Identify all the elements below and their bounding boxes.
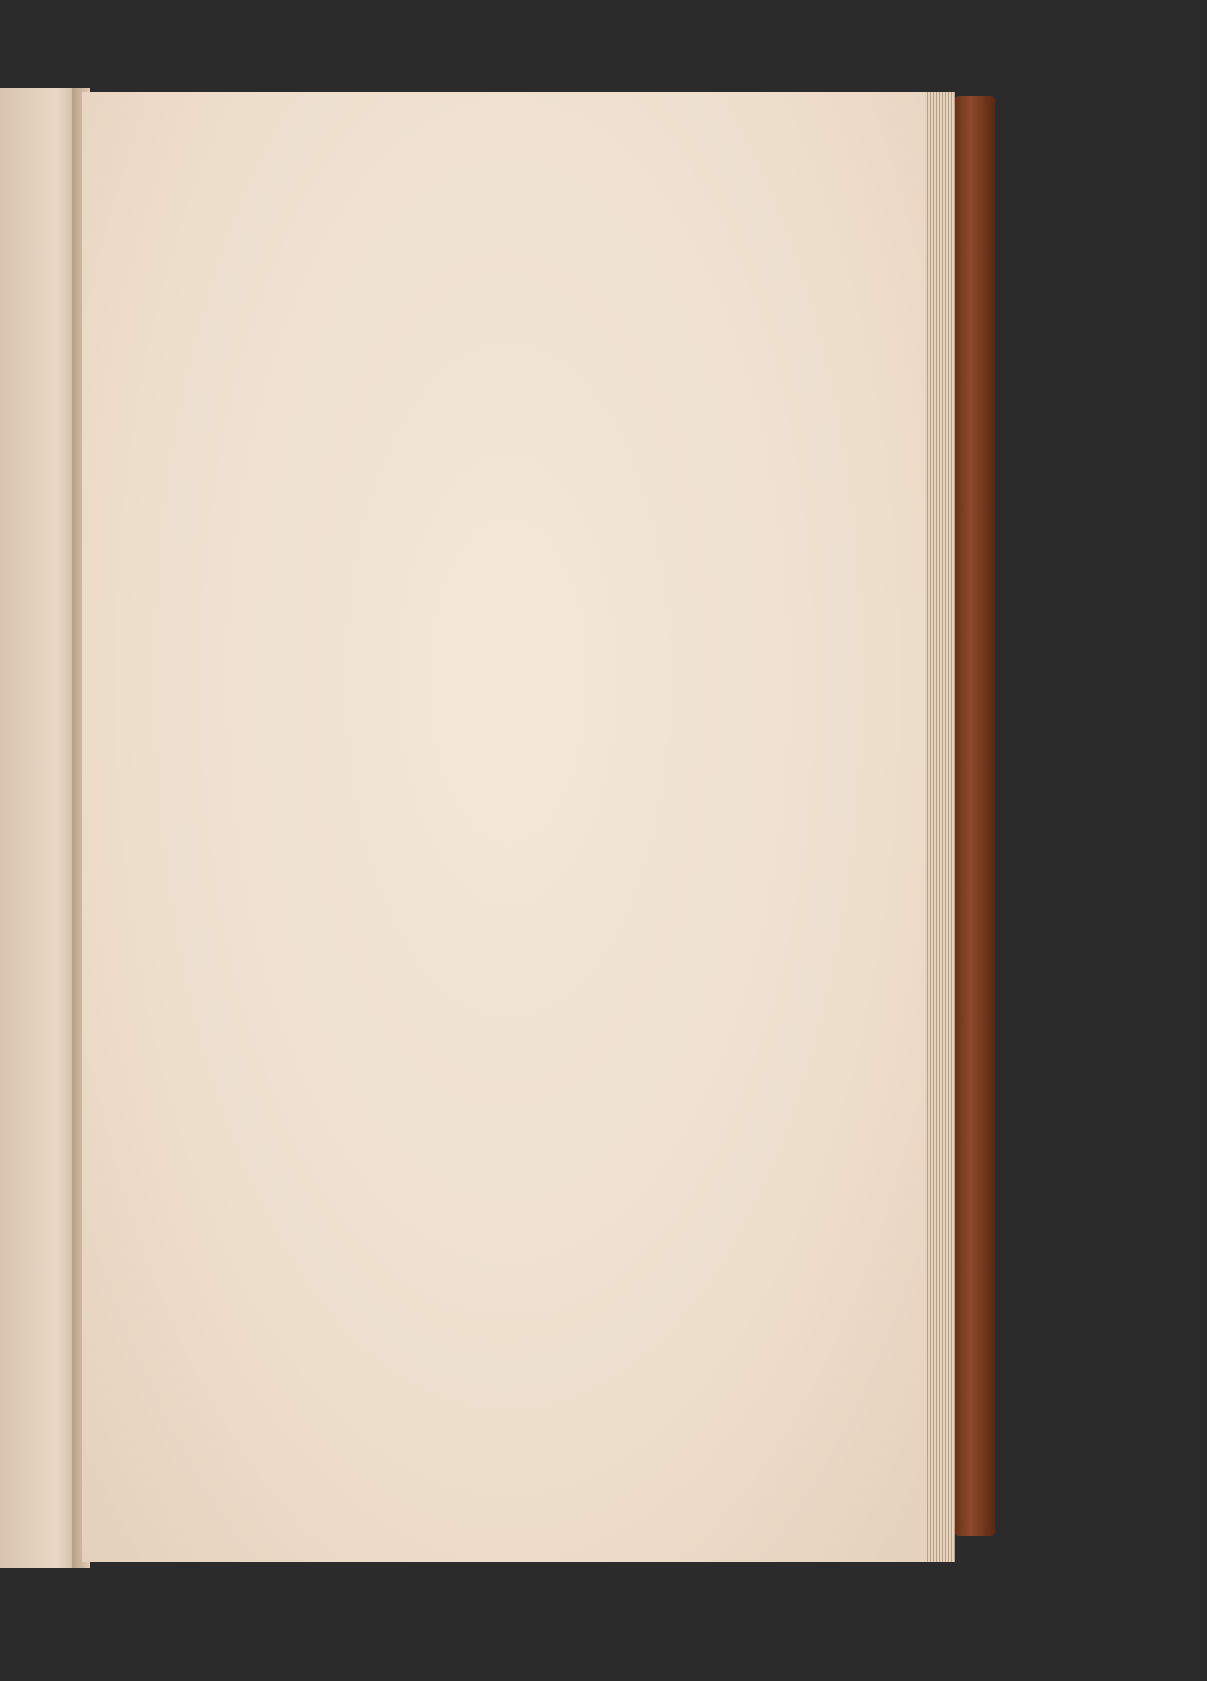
left-page [0,88,82,1568]
index-entries [170,555,830,573]
fleuron-band-icon [170,180,820,320]
book-cover-edge [955,96,995,1536]
page-edges [925,92,955,1562]
